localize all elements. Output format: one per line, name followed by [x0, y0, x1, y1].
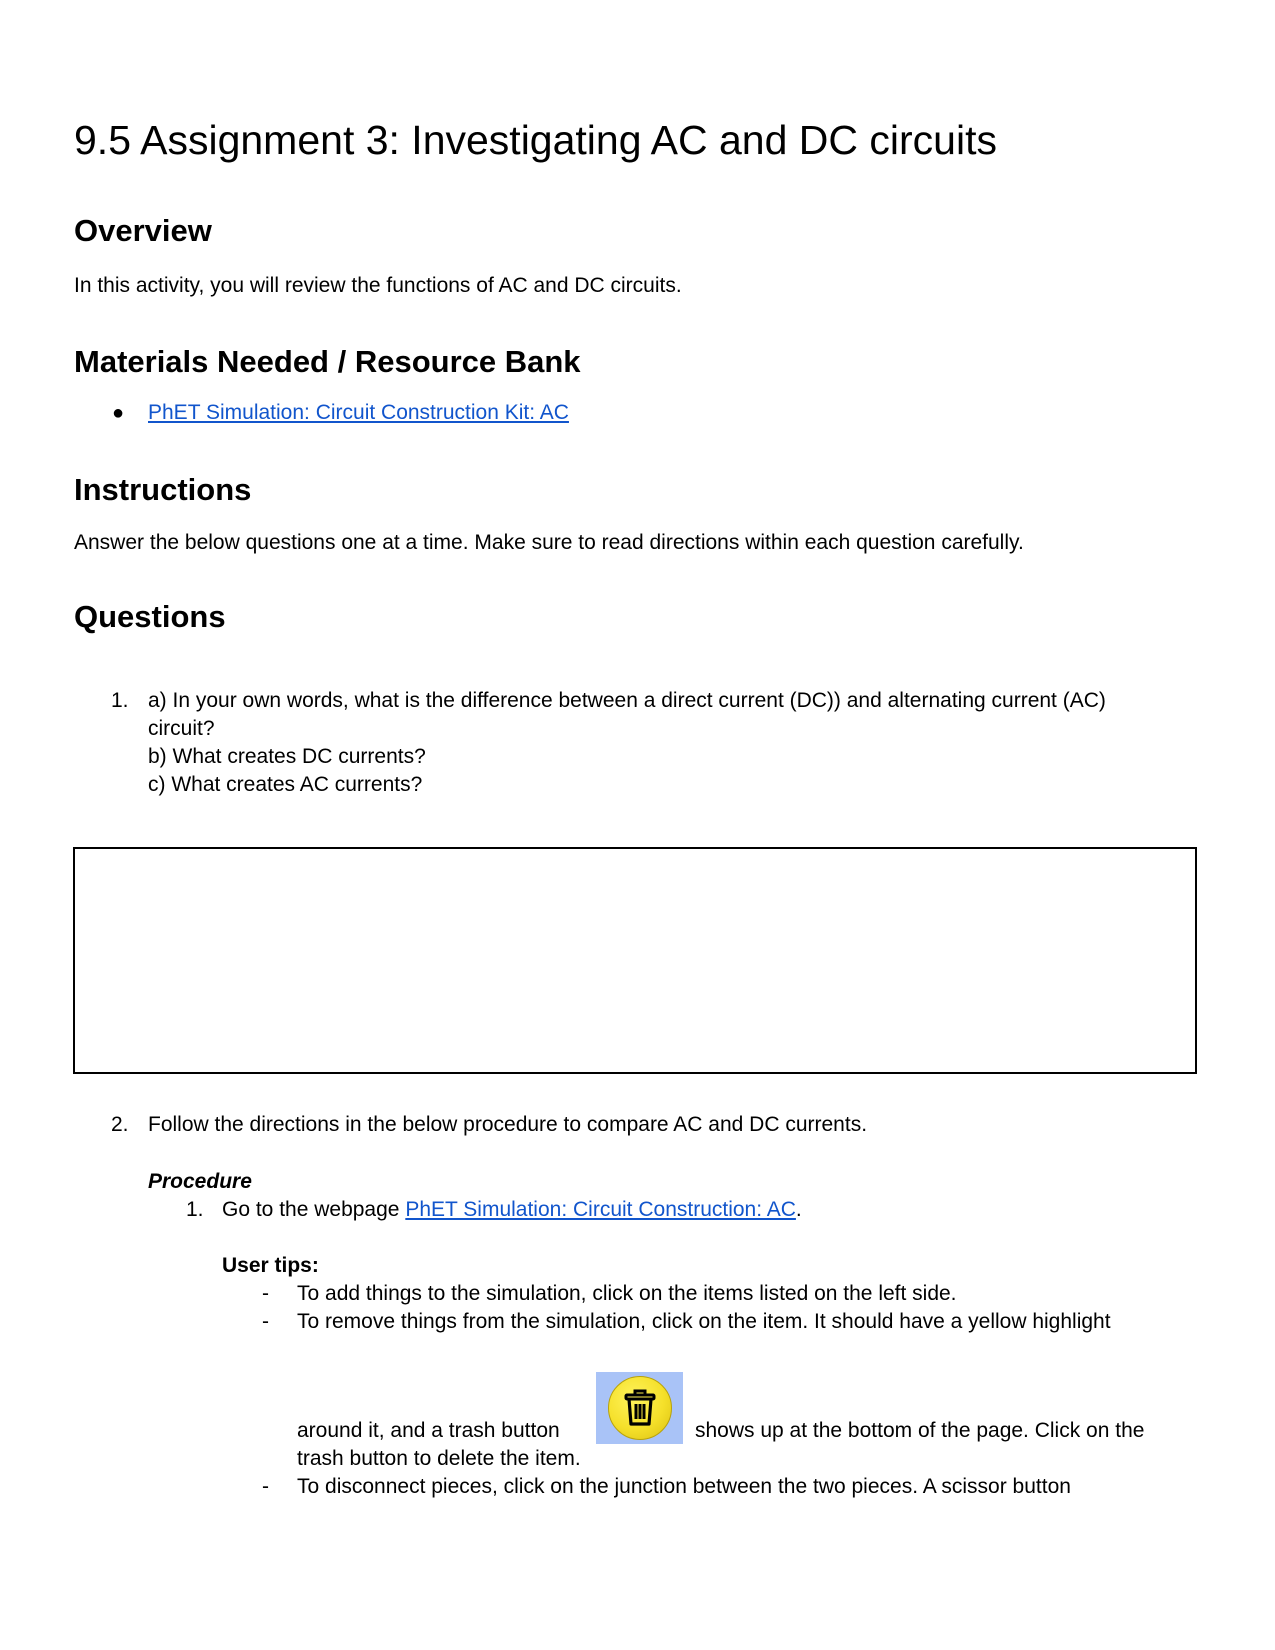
phet-simulation-link[interactable]: PhET Simulation: Circuit Construction Kit: AC [148, 401, 569, 424]
tip-2-line-1: To remove things from the simulation, click on the item. It should have a yellow highlight [297, 1310, 1111, 1333]
instructions-text: Answer the below questions one at a time. Make sure to read directions within each question carefully. [74, 531, 1024, 554]
instructions-heading: Instructions [74, 472, 252, 507]
page-title: 9.5 Assignment 3: Investigating AC and DC circuits [74, 117, 997, 163]
step-1-suffix: . [795, 1198, 802, 1221]
tip-2-line-3: trash button to delete the item. [297, 1447, 581, 1470]
step-1-text [222, 1196, 802, 1224]
tip-2-line-2b: shows up at the bottom of the page. Click on the [695, 1419, 1145, 1442]
step-1-number: 1. [186, 1198, 204, 1221]
overview-heading: Overview [74, 213, 212, 248]
question-1-part-c: c) What creates AC currents? [148, 773, 423, 796]
question-1-part-b: b) What creates DC currents? [148, 745, 426, 768]
tip-3-dash: - [262, 1475, 269, 1498]
question-1-part-a-cont: circuit? [148, 717, 215, 740]
materials-heading: Materials Needed / Resource Bank [74, 344, 581, 379]
procedure-label: Procedure [148, 1170, 252, 1193]
answer-box[interactable] [73, 847, 1197, 1074]
tip-1-text: To add things to the simulation, click on the items listed on the left side. [297, 1282, 957, 1305]
overview-text: In this activity, you will review the functions of AC and DC circuits. [74, 274, 682, 297]
tip-3-text: To disconnect pieces, click on the junction between the two pieces. A scissor button [297, 1475, 1071, 1498]
list-bullet: ● [112, 402, 125, 424]
phet-circuit-construction-link[interactable]: PhET Simulation: Circuit Construction: AC [405, 1198, 796, 1221]
user-tips-label: User tips: [222, 1254, 319, 1277]
question-2-text: Follow the directions in the below procedure to compare AC and DC currents. [148, 1113, 868, 1136]
questions-heading: Questions [74, 599, 226, 634]
tip-2-line-2a: around it, and a trash button [297, 1419, 560, 1442]
question-1-part-a: a) In your own words, what is the difference between a direct current (DC)) and alternating current (AC) [148, 689, 1106, 712]
tip-1-dash: - [262, 1282, 269, 1305]
trash-button-circle [608, 1376, 672, 1440]
question-1-number: 1. [111, 689, 129, 712]
question-2-number: 2. [111, 1113, 129, 1136]
step-1-prefix: Go to the webpage [222, 1198, 406, 1221]
tip-2-dash: - [262, 1310, 269, 1333]
trash-icon [623, 1389, 657, 1427]
trash-button-image [596, 1372, 683, 1444]
